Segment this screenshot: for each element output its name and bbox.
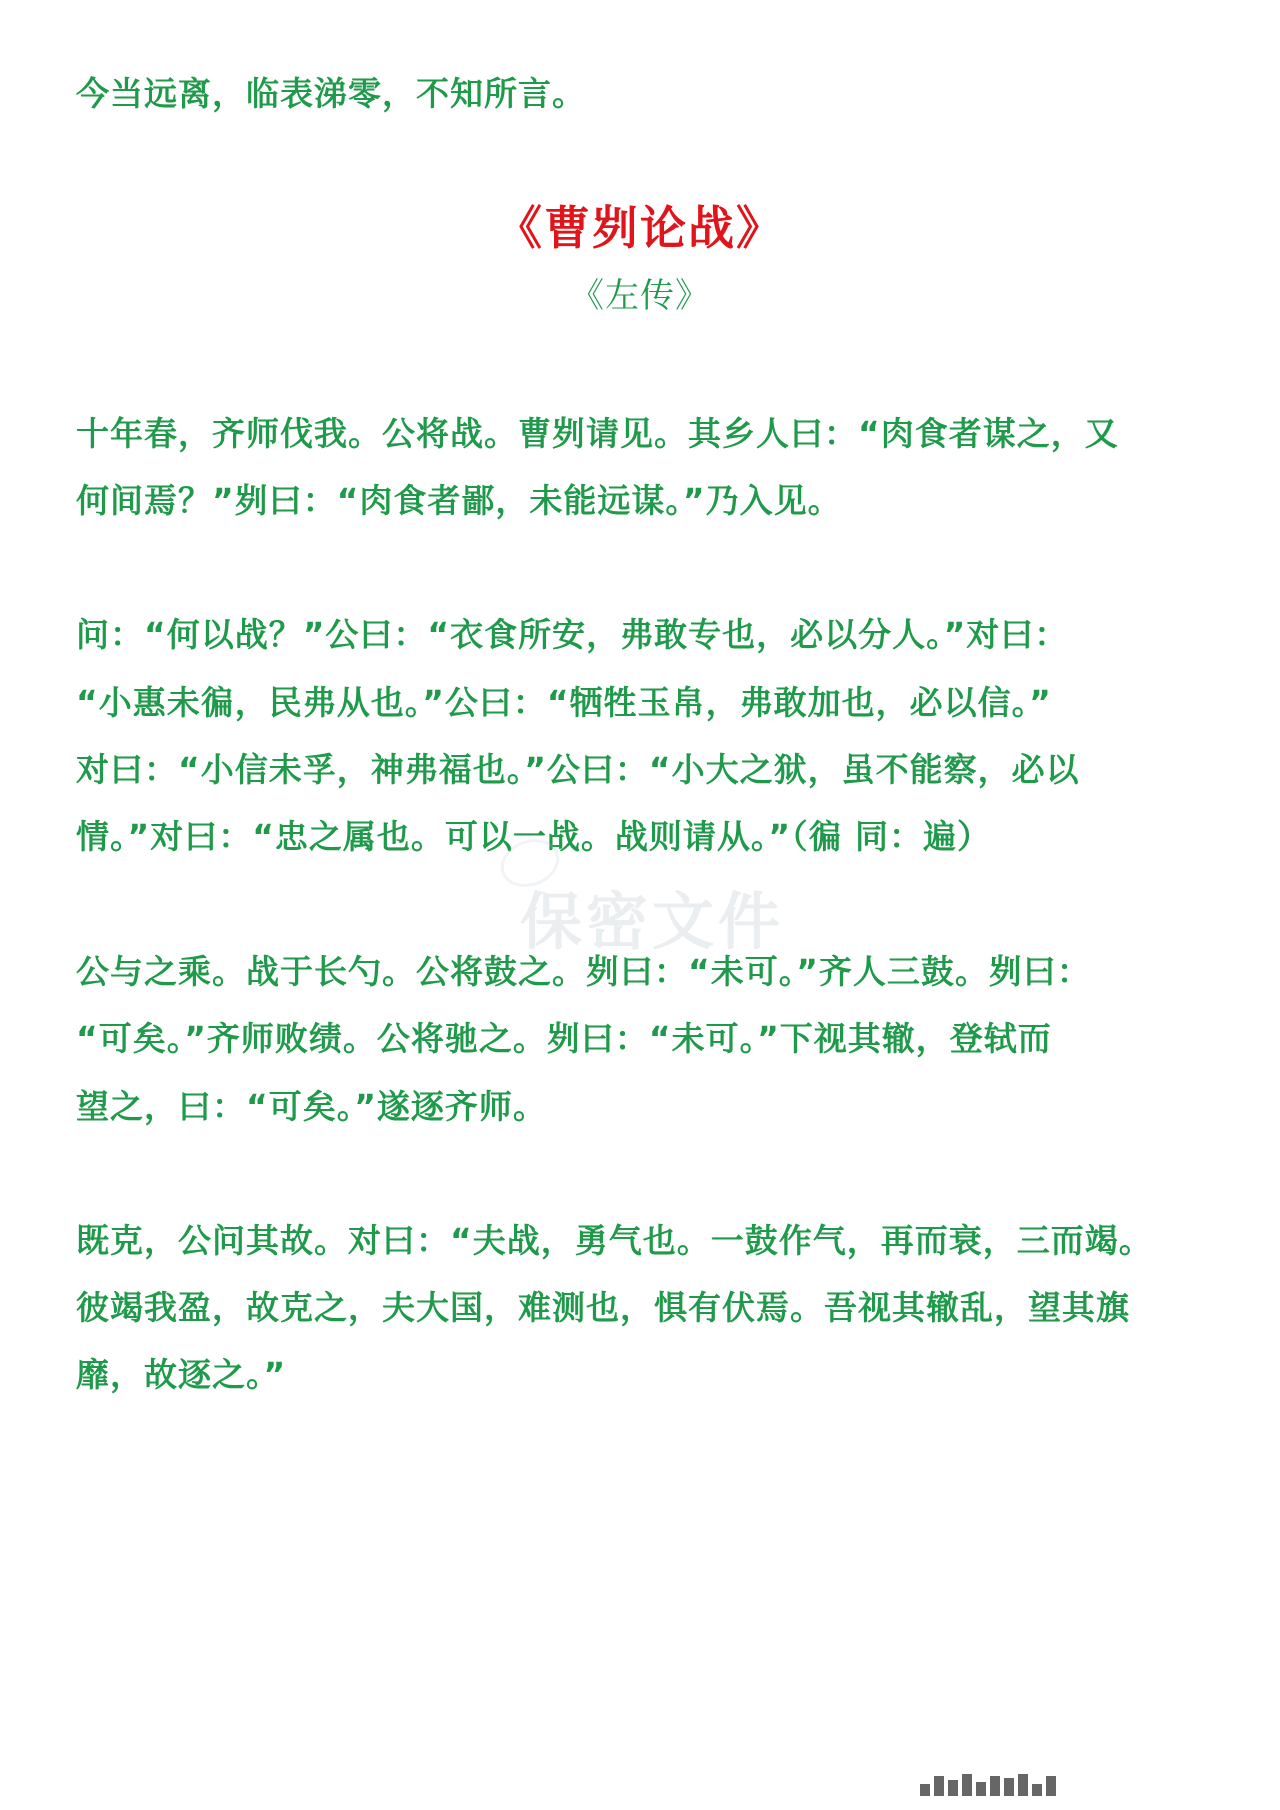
paragraph-2-line-2: “小惠未徧，民弗从也。”公曰：“牺牲玉帛，弗敢加也，必以信。”: [76, 683, 1052, 722]
scan-artifact: [920, 1774, 1056, 1796]
intro-line: 今当远离，临表涕零，不知所言。: [76, 74, 586, 113]
paragraph-4-line-3: 靡，故逐之。”: [76, 1355, 287, 1394]
paragraph-4-line-2: 彼竭我盈，故克之，夫大国，难测也，惧有伏焉。吾视其辙乱，望其旗: [76, 1288, 1130, 1327]
paragraph-2-line-1: 问：“何以战？”公曰：“衣食所安，弗敢专也，必以分人。”对曰：: [76, 615, 1069, 654]
paragraph-3-line-1: 公与之乘。战于长勺。公将鼓之。刿曰：“未可。”齐人三鼓。刿曰：: [76, 952, 1091, 991]
paragraph-2-line-4: 情。”对曰：“忠之属也。可以一战。战则请从。”（徧 同：遍）: [76, 817, 992, 856]
watermark: 保密文件: [520, 885, 785, 958]
page-title: 《曹刿论战》: [496, 201, 784, 255]
paragraph-3-line-2: “可矣。”齐师败绩。公将驰之。刿曰：“未可。”下视其辙，登轼而: [76, 1019, 1052, 1058]
page-subtitle: 《左传》: [570, 276, 710, 316]
paragraph-1-line-2: 何间焉？”刿曰：“肉食者鄙，未能远谋。”乃入见。: [76, 481, 842, 520]
paragraph-3-line-3: 望之，曰：“可矣。”遂逐齐师。: [76, 1087, 547, 1126]
paragraph-2-line-3: 对曰：“小信未孚，神弗福也。”公曰：“小大之狱，虽不能察，必以: [76, 750, 1080, 789]
paragraph-4-line-1: 既克，公问其故。对曰：“夫战，勇气也。一鼓作气，再而衰，三而竭。: [76, 1221, 1153, 1260]
paragraph-1-line-1: 十年春，齐师伐我。公将战。曹刿请见。其乡人曰：“肉食者谋之，又: [76, 414, 1119, 453]
